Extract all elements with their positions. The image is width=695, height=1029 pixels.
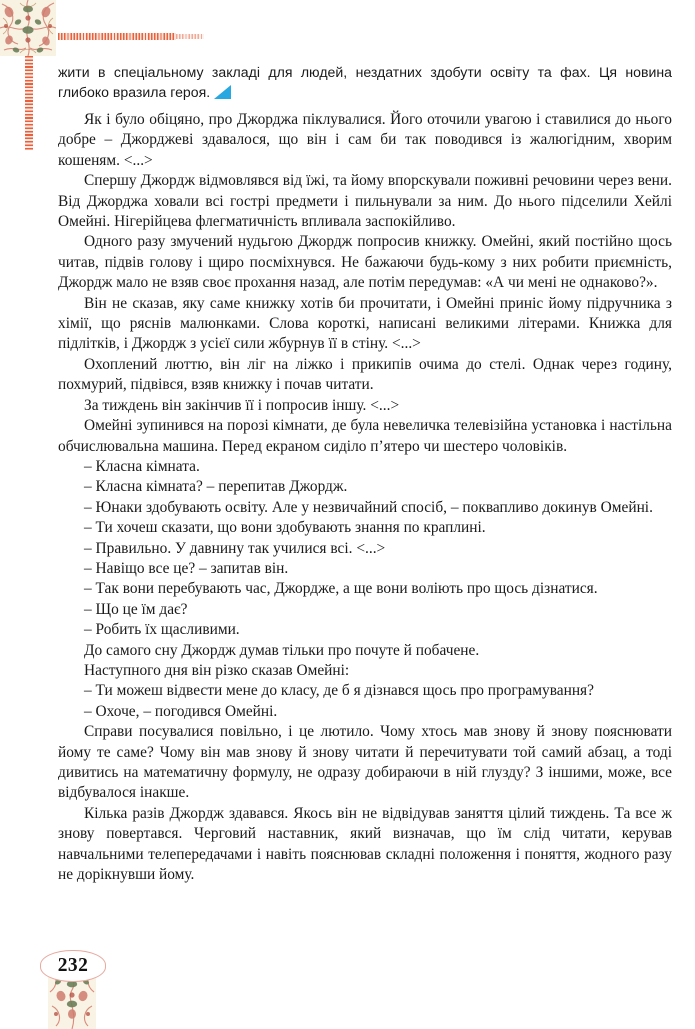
body-paragraph: До самого сну Джордж думав тільки про почуте й побачене. [84,641,480,659]
body-paragraph: Він не сказав, яку саме книжку хотів би прочитати, і Омейні приніс йому підручника з хімії, що ряснів малюнками. Слова короткі, написані великими літерами. Книжка для підлітків, і Джордж з усієї сили жбурнув її в стіну. <...> [58,294,672,353]
body-paragraph: Кілька разів Джордж здавався. Якось він не відвідував заняття цілий тиждень. Та все ж знову повертався. Черговий наставник, який визначав, що їм слід читати, керував навчальними телепередачами і навіть пояснював складні положення і поняття, жодного разу не дорікнувши йому. [58,804,672,884]
body-paragraph: Одного разу змучений нудьгою Джордж попросив книжку. Омейні, який постійно щось читав, підвів голову і щиро посміхнувся. Не бажаючи будь-кому з них робити приємність, Джордж мало не взяв своє прохання назад, але потім передумав: «А чи мені не однаково?». [58,233,672,292]
dialogue-line: – Ти хочеш сказати, що вони здобувають знання по краплині. [84,519,486,537]
body-paragraph: Омейні зупинився на порозі кімнати, де була невеличка телевізійна установка і настільна обчислювальна машина. Перед екраном сиділо п’ятеро чи шестеро чоловіків. [58,417,672,455]
page-number-badge [40,950,106,982]
body-paragraph: Спершу Джордж відмовлявся від їжі, та йому впорскували поживні речовини через вени. Від Джорджа ховали всі гострі предмети і пильнували за ним. До нього підселили Хейлі Омейні. Нігерійцева флегматичність впливала заспокійливо. [58,172,672,231]
dialogue-line: – Юнаки здобувають освіту. Але у незвичайний спосіб, – поквапливо докинув Омейні. [84,498,653,516]
body-paragraph: Справи посувалися повільно, і це лютило. Чому хтось мав знову й знову пояснювати йому те саме? Чому він мав знову й знову читати й перечитувати той самий абзац, а тоді дивитись на математичну формулу, не одразу добираючи в ній глузду? З іншими, може, все відбувалося інакше. [58,723,672,802]
dialogue-line: – Так вони перебувають час, Джордже, а ще вони воліють про щось дізнатися. [84,580,598,598]
dialogue-line: – Робить їх щасливими. [84,621,240,639]
floral-ornament-icon [0,0,56,56]
lead-paragraph-text: жити в спеціальному закладі для людей, нездатних здобути освіту та фах. Ця новина глибоко вразила героя. [58,64,672,100]
lead-paragraph [58,62,672,102]
dialogue-line: – Що це їм дає? [84,600,188,618]
body-paragraph: За тиждень він закінчив її і попросив іншу. <...> [84,396,400,414]
dialogue-line: – Охоче, – погодився Омейні. [84,702,278,720]
blue-triangle-marker-icon [214,85,231,99]
dialogue-line: – Класна кімната? – перепитав Джордж. [84,478,348,496]
dialogue-line: – Ти можеш відвести мене до класу, де б я дізнався щось про програмування? [84,682,594,700]
dialogue-line: – Навіщо все це? – запитав він. [84,559,289,577]
dialogue-line: – Правильно. У давнину так училися всі. <...> [84,539,386,557]
body-paragraph: Охоплений люттю, він ліг на ліжко і прикипів очима до стелі. Однак через годину, похмурий, підвівся, взяв книжку і почав читати. [58,355,672,394]
body-paragraph: Як і було обіцяно, про Джорджа піклувалися. Його оточили увагою і ставилися до нього добре – Джорджеві здавалося, що він і сам би так поводився із жалюгідним, хворим кошеням. <...> [58,111,672,169]
page-text-column [58,62,672,885]
horizontal-striped-rule [58,33,176,40]
vertical-striped-rule [25,56,33,150]
page-number: 232 [57,955,89,976]
body-paragraph: Наступного дня він різко сказав Омейні: [84,661,350,679]
dialogue-line: – Класна кімната. [84,457,200,475]
